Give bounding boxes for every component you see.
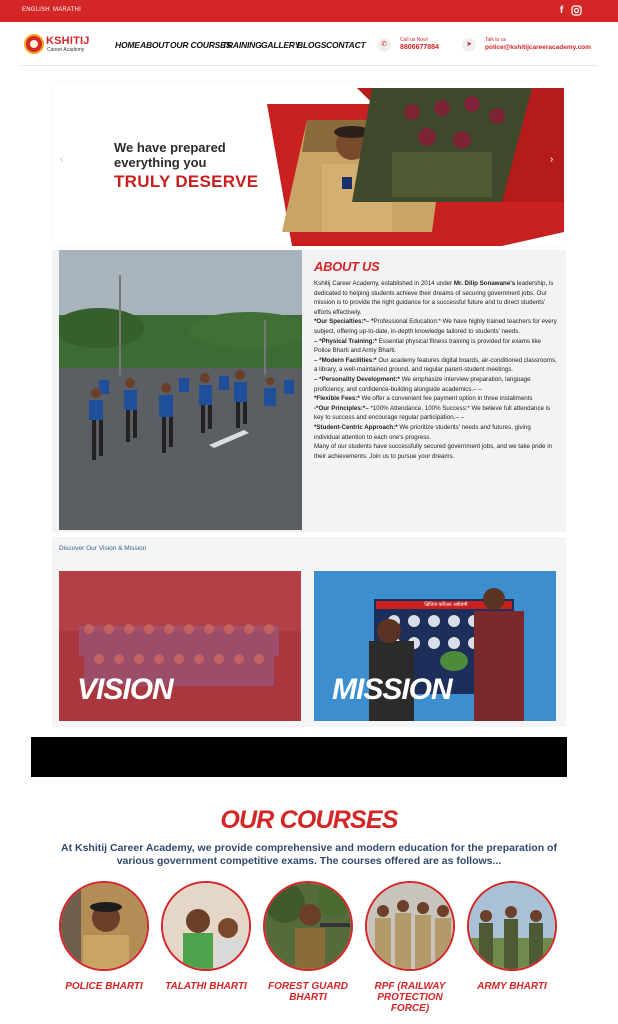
send-icon: ➤ bbox=[462, 38, 476, 52]
nav-home[interactable]: HOME bbox=[115, 40, 140, 50]
course-forest-guard-bharti[interactable] bbox=[262, 881, 354, 1003]
courses-title: OUR COURSES bbox=[220, 806, 398, 834]
about-personality-label: – *Personality Development:* bbox=[314, 375, 400, 383]
course-image[interactable] bbox=[467, 881, 557, 971]
training-photo bbox=[59, 250, 302, 530]
about-principles-label: -*Our Principles:*– bbox=[314, 404, 371, 412]
course-rpf[interactable] bbox=[364, 881, 456, 1014]
nav-gallery[interactable]: GALLERY bbox=[261, 40, 301, 50]
site-header bbox=[20, 26, 598, 66]
phone-icon: ✆ bbox=[377, 38, 391, 52]
about-text: Many of our students have successfully secured government jobs, and we take pride in their achievements. Join us to pursue your dreams. bbox=[314, 443, 553, 460]
email-link[interactable]: police@kshitijcareeracademy.com bbox=[485, 44, 591, 51]
about-fees-label: *Flexible Fees:* bbox=[314, 395, 360, 403]
logo-name[interactable]: KSHITIJ bbox=[46, 35, 90, 47]
mission-card[interactable] bbox=[314, 571, 556, 721]
course-name[interactable]: FOREST GUARD BHARTI bbox=[268, 981, 348, 1003]
about-text: We offer a convenient fee payment option in three installments bbox=[359, 395, 533, 403]
hero-slider bbox=[52, 82, 564, 246]
course-talathi-bharti[interactable] bbox=[160, 881, 252, 992]
about-specialties-label: *Our Specialties:*– * bbox=[314, 318, 374, 326]
about-facilities-label: – *Modern Facilities:* bbox=[314, 356, 377, 364]
nav-blogs[interactable]: BLOGS bbox=[297, 40, 327, 50]
about-text: We emphasize interview preparation, language proficiency, and confidence-building alongside academics.– – bbox=[314, 375, 531, 393]
about-text: *100% Attendance, 100% Success:* We believe full attendance is key to success and encourage regular participation.– – bbox=[314, 404, 551, 422]
nav-our-courses[interactable]: OUR COURSES bbox=[170, 40, 232, 50]
language-marathi-link[interactable]: MARATHI bbox=[53, 7, 81, 13]
about-text: Our academy features digital boards, air-conditioned classrooms, a library, a well-maintained ground, and regular parent-student meetings. bbox=[314, 356, 557, 374]
mission-board-text: क्षितिज करिअर अकॅडमी bbox=[424, 602, 468, 608]
hero-heading-line2: everything you bbox=[114, 155, 207, 170]
course-name[interactable]: TALATHI BHARTI bbox=[165, 981, 247, 992]
course-name[interactable]: RPF (RAILWAY PROTECTION FORCE) bbox=[374, 981, 446, 1014]
about-text: Essential physical fitness training is provided for exams like Police Bharti and Army Bharti. bbox=[314, 337, 541, 355]
course-name[interactable]: ARMY BHARTI bbox=[477, 981, 547, 992]
course-police-bharti[interactable] bbox=[58, 881, 150, 992]
course-image[interactable] bbox=[263, 881, 353, 971]
vision-mission-caption: Discover Our Vision & Mission bbox=[59, 545, 147, 552]
vision-mission-section bbox=[52, 537, 566, 727]
top-bar bbox=[0, 0, 618, 22]
about-physical-label: – *Physical Training:* bbox=[314, 337, 377, 345]
slider-prev-button[interactable]: ‹ bbox=[60, 154, 64, 165]
course-image[interactable] bbox=[161, 881, 251, 971]
about-text: We prioritize students' needs and futures, giving individual attention to each one's progress. bbox=[314, 423, 531, 441]
about-text: Kshitij Career Academy, established in 2014 under bbox=[314, 280, 454, 287]
call-label: Call us Now! bbox=[400, 37, 429, 43]
nav-contact[interactable]: CONTACT bbox=[326, 40, 366, 50]
mission-label: MISSION bbox=[332, 673, 452, 706]
nav-about[interactable]: ABOUT bbox=[140, 40, 170, 50]
about-title: ABOUT US bbox=[314, 259, 380, 274]
instagram-icon[interactable] bbox=[571, 5, 582, 16]
about-student-label: *Student-Centric Approach:* bbox=[314, 423, 398, 431]
about-founder: Mr. Dilip Sonawane's bbox=[453, 280, 516, 287]
course-army-bharti[interactable] bbox=[466, 881, 558, 992]
about-text: leadership, is dedicated to helping students achieve their dreams of securing government jobs. Our mission is to provide the right guidance for a successful future and to direct students' efforts effectively. bbox=[314, 280, 554, 316]
about-text: Professional Education:* We have highly trained teachers for every subject, offering up-to-date, in-depth knowledge tailored to students' needs. bbox=[314, 318, 557, 335]
vision-card[interactable] bbox=[59, 571, 301, 721]
call-number-link[interactable]: 8806677884 bbox=[400, 44, 439, 51]
course-name[interactable]: POLICE BHARTI bbox=[65, 981, 143, 992]
nav-training[interactable]: TRAINING bbox=[222, 40, 262, 50]
hero-heading-line1: We have prepared bbox=[114, 140, 226, 155]
course-image[interactable] bbox=[59, 881, 149, 971]
hero-heading-highlight: TRULY DESERVE bbox=[114, 172, 259, 191]
logo-subtitle: Career Academy bbox=[47, 47, 85, 53]
about-section bbox=[52, 250, 566, 532]
about-body bbox=[314, 279, 558, 461]
courses-description: At Kshitij Career Academy, we provide comprehensive and modern education for the preparation of various government competitive exams. The courses offered are as follows... bbox=[61, 842, 557, 867]
talk-label: Talk to us bbox=[485, 37, 507, 43]
language-english-link[interactable]: ENGLISH bbox=[22, 7, 50, 13]
black-banner bbox=[31, 737, 567, 777]
academy-logo-icon[interactable] bbox=[24, 34, 44, 54]
facebook-icon[interactable]: f bbox=[559, 5, 564, 16]
course-image[interactable] bbox=[365, 881, 455, 971]
slider-next-button[interactable]: › bbox=[550, 154, 554, 165]
vision-label: VISION bbox=[77, 673, 173, 706]
